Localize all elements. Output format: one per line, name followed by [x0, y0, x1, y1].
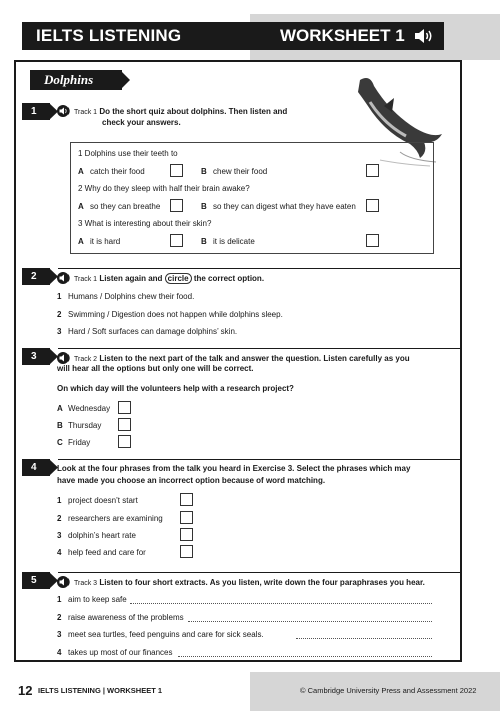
exercise-1-track: Track 1: [74, 109, 98, 116]
exercise-1-number: 1: [22, 103, 50, 120]
ex4-item-3-checkbox[interactable]: [180, 528, 193, 541]
ex3-option-a: Wednesday: [68, 404, 111, 413]
quiz-q3-b: it is delicate: [213, 237, 255, 246]
ex5-item-1-answer-line[interactable]: [130, 603, 432, 604]
ex5-item-2-num: 2: [57, 613, 62, 622]
quiz-q3-b-checkbox[interactable]: [366, 234, 379, 247]
header-right-label: WORKSHEET 1: [280, 26, 405, 45]
ex5-item-3-answer-line[interactable]: [296, 638, 432, 639]
quiz-q3-a: it is hard: [90, 237, 121, 246]
ex2-item-2-num: 2: [57, 310, 62, 319]
ex4-item-2-num: 2: [57, 514, 62, 523]
quiz-q2-b-checkbox[interactable]: [366, 199, 379, 212]
ex2-item-1-num: 1: [57, 292, 62, 301]
ex4-item-3-num: 3: [57, 531, 62, 540]
quiz-q1-a-letter: A: [78, 167, 84, 176]
ex2-item-3-num: 3: [57, 327, 62, 336]
audio-icon[interactable]: [57, 352, 71, 364]
exercise-2-instr-a: Listen again and: [99, 274, 163, 283]
ex4-item-4-text: help feed and care for: [68, 548, 146, 557]
quiz-q2-a-checkbox[interactable]: [170, 199, 183, 212]
quiz-q3-b-letter: B: [201, 237, 207, 246]
exercise-5-track: Track 3: [74, 580, 98, 587]
exercise-5-rule: [58, 572, 462, 573]
ex3-option-a-letter: A: [57, 404, 63, 413]
exercise-5-number: 5: [22, 572, 50, 589]
ex5-item-4-answer-line[interactable]: [178, 656, 432, 657]
quiz-q2-b: so they can digest what they have eaten: [213, 202, 356, 211]
quiz-q1-b: chew their food: [213, 167, 268, 176]
exercise-3-question: On which day will the volunteers help with a research project?: [57, 384, 294, 393]
exercise-2-rule: [58, 268, 462, 269]
ex4-item-2-checkbox[interactable]: [180, 511, 193, 524]
ex2-item-2-text[interactable]: Swimming / Digestion does not happen while dolphins sleep.: [68, 310, 283, 319]
quiz-q2-a-letter: A: [78, 202, 84, 211]
exercise-1-instr-b: check your answers.: [102, 118, 181, 127]
ex4-item-3-text: dolphin’s heart rate: [68, 531, 136, 540]
exercise-2-instr-circle: circle: [165, 273, 192, 284]
ex4-item-4-checkbox[interactable]: [180, 545, 193, 558]
quiz-q2: 2 Why do they sleep with half their brain awake?: [78, 184, 250, 193]
exercise-4-rule: [58, 459, 462, 460]
audio-icon[interactable]: [57, 272, 71, 284]
ex3-option-a-checkbox[interactable]: [118, 401, 131, 414]
quiz-q1-a-checkbox[interactable]: [170, 164, 183, 177]
footer-copyright: © Cambridge University Press and Assessment 2022: [300, 686, 477, 695]
quiz-q1-a: catch their food: [90, 167, 145, 176]
ex5-item-2-answer-line[interactable]: [188, 621, 432, 622]
ex3-option-b: Thursday: [68, 421, 102, 430]
ex3-option-c-checkbox[interactable]: [118, 435, 131, 448]
exercise-2-number: 2: [22, 268, 50, 285]
ex5-item-2-text: raise awareness of the problems: [68, 613, 184, 622]
quiz-q1: 1 Dolphins use their teeth to: [78, 149, 178, 158]
exercise-3-track: Track 2: [74, 356, 98, 363]
speaker-icon: [414, 28, 434, 44]
footer-page-number: 12: [18, 683, 33, 698]
quiz-q3-a-checkbox[interactable]: [170, 234, 183, 247]
ex3-option-c-letter: C: [57, 438, 63, 447]
exercise-2-track: Track 1: [74, 276, 98, 283]
ex5-item-3-text: meet sea turtles, feed penguins and care for sick seals.: [68, 630, 264, 639]
audio-icon[interactable]: [57, 576, 71, 588]
exercise-4-instr-b: have made you choose an incorrect option because of word matching.: [57, 476, 326, 485]
footer-label: IELTS LISTENING | WORKSHEET 1: [38, 686, 163, 695]
ex5-item-1-text: aim to keep safe: [68, 595, 127, 604]
ex5-item-3-num: 3: [57, 630, 62, 639]
exercise-3-instruction: [57, 352, 410, 364]
exercise-1-instr-a: Do the short quiz about dolphins. Then listen and: [99, 107, 288, 116]
ex5-item-4-text: takes up most of our finances: [68, 648, 173, 657]
ex2-item-1-text[interactable]: Humans / Dolphins chew their food.: [68, 292, 195, 301]
ex3-option-c: Friday: [68, 438, 91, 447]
exercise-3-number: 3: [22, 348, 50, 365]
quiz-q1-b-checkbox[interactable]: [366, 164, 379, 177]
ex3-option-b-letter: B: [57, 421, 63, 430]
exercise-1-instruction: [57, 105, 287, 117]
section-title-tab: Dolphins: [30, 70, 122, 90]
exercise-2-instr-b: the correct option.: [193, 274, 265, 283]
ex4-item-2-text: researchers are examining: [68, 514, 163, 523]
header-right-title: [262, 22, 444, 50]
header-left-title: IELTS LISTENING: [22, 22, 272, 50]
ex4-item-1-text: project doesn’t start: [68, 496, 138, 505]
quiz-q1-b-letter: B: [201, 167, 207, 176]
audio-icon[interactable]: [57, 105, 71, 117]
quiz-q3-a-letter: A: [78, 237, 84, 246]
exercise-3-instr-b: will hear all the options but only one will be correct.: [57, 364, 254, 373]
section-tab-tip: [120, 70, 130, 90]
ex2-item-3-text[interactable]: Hard / Soft surfaces can damage dolphins’ skin.: [68, 327, 238, 336]
exercise-3-instr-a: Listen to the next part of the talk and answer the question. Listen carefully as you: [99, 354, 410, 363]
exercise-4-number: 4: [22, 459, 50, 476]
ex5-item-1-num: 1: [57, 595, 62, 604]
exercise-3-rule: [58, 348, 462, 349]
ex4-item-1-num: 1: [57, 496, 62, 505]
exercise-4-instr-a: Look at the four phrases from the talk you heard in Exercise 3. Select the phrases which may: [57, 464, 411, 473]
quiz-q3: 3 What is interesting about their skin?: [78, 219, 212, 228]
quiz-q2-a: so they can breathe: [90, 202, 161, 211]
exercise-5-instr: Listen to four short extracts. As you listen, write down the four paraphrases you hear.: [99, 578, 425, 587]
ex5-item-4-num: 4: [57, 648, 62, 657]
exercise-5-instruction: [57, 576, 425, 588]
ex4-item-4-num: 4: [57, 548, 62, 557]
exercise-2-instruction: [57, 272, 264, 284]
quiz-q2-b-letter: B: [201, 202, 207, 211]
ex4-item-1-checkbox[interactable]: [180, 493, 193, 506]
ex3-option-b-checkbox[interactable]: [118, 418, 131, 431]
